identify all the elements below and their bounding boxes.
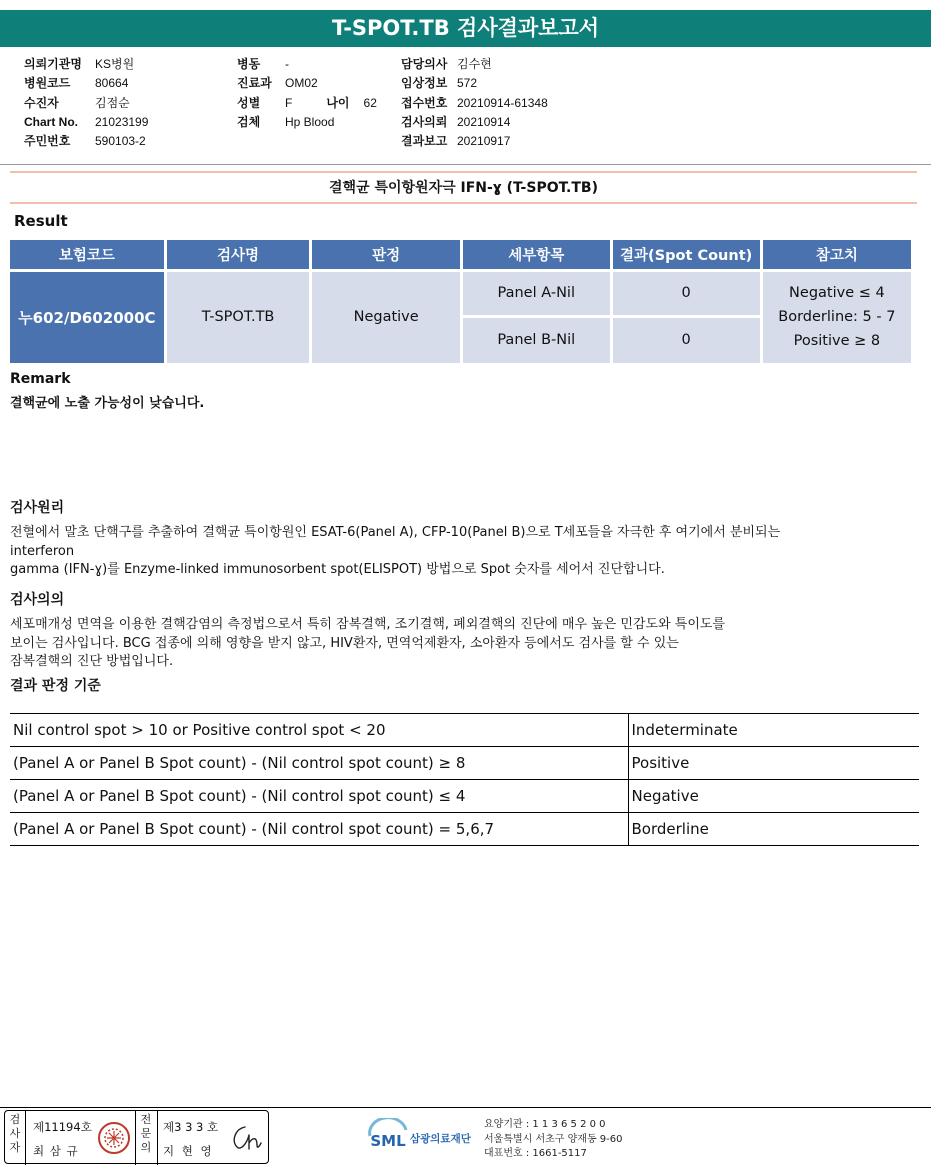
examiner-license: 제11194호 [33, 1120, 92, 1134]
test-name: T-SPOT.TB [167, 272, 310, 363]
principle-line: interferon [10, 543, 75, 559]
header-insurance-code: 보험코드 [10, 240, 164, 272]
table-row [10, 780, 919, 813]
info-label: 검체 [237, 114, 261, 129]
info-label: 결과보고 [401, 134, 448, 149]
section-divider-bottom [10, 202, 917, 204]
insurance-code: 누602/D602000C [10, 272, 164, 363]
info-value: 590103-2 [95, 134, 146, 149]
patient-info-col2 [237, 55, 377, 132]
header-detail-item: 세부항목 [463, 240, 610, 272]
principle-section [10, 497, 917, 580]
age-label: 나이 [326, 95, 350, 110]
info-label: 성별 [237, 95, 261, 110]
doctor-name: 지 현 영 [163, 1144, 214, 1158]
doctor-label [136, 1113, 156, 1155]
doctor-label-text: 전 문 의 [140, 1113, 152, 1154]
age-value: 62 [363, 95, 377, 110]
info-value: 572 [457, 76, 478, 91]
judgement: Negative [312, 272, 460, 363]
meaning-line: 세포매개성 면역을 이용한 결핵감염의 측정법으로서 특히 잠복결핵, 조기결핵, 폐외결핵의 진단에 매우 높은 민감도와 특이도를 [10, 617, 726, 632]
header-reference: 참고치 [763, 240, 911, 272]
info-value: 김수현 [457, 57, 492, 71]
info-value: 20210914 [457, 114, 511, 129]
info-label: 의뢰기관명 [24, 57, 82, 71]
header-spot-count: 결과(Spot Count) [613, 240, 760, 272]
signature-box [4, 1110, 269, 1164]
remark-section [10, 371, 917, 414]
meaning-line: 잠복결핵의 진단 방법입니다. [10, 654, 174, 669]
criteria-condition: Nil control spot > 10 or Positive control spot < 20 [10, 714, 628, 747]
info-value: 김점순 [95, 95, 130, 110]
info-value: 20210914-61348 [457, 95, 548, 110]
criteria-result: Negative [628, 780, 919, 813]
examiner-name: 최 삼 규 [33, 1144, 79, 1158]
reference-positive: Positive ≥ 8 [793, 333, 881, 350]
criteria-condition: (Panel A or Panel B Spot count) - (Nil control spot count) ≤ 4 [10, 780, 628, 813]
patient-info-col1 [24, 55, 148, 151]
result-heading: Result [14, 212, 68, 230]
table-row [10, 714, 919, 747]
section-title: 결핵균 특이항원자극 IFN-ɣ (T-SPOT.TB) [329, 180, 598, 196]
divider [157, 1111, 158, 1165]
meaning-heading: 검사의의 [10, 592, 65, 608]
result-table [7, 240, 914, 363]
contact-line: 대표번호 : 1661-5117 [484, 1148, 587, 1159]
contact-line: 요양기관 : 1 1 3 6 5 2 0 0 [484, 1119, 606, 1130]
info-label: 임상정보 [401, 76, 448, 91]
header-divider [0, 164, 931, 165]
info-value: OM02 [285, 76, 318, 91]
contact-line: 서울특별시 서초구 양재동 9-60 [484, 1133, 623, 1145]
criteria-result: Indeterminate [628, 714, 919, 747]
remark-text: 결핵균에 노출 가능성이 낮습니다. [10, 396, 205, 411]
info-value: F [285, 95, 293, 110]
examiner-label-text: 검 사 자 [9, 1113, 21, 1154]
reference-values [763, 272, 911, 363]
header-test-name: 검사명 [167, 240, 310, 272]
info-value: 80664 [95, 76, 129, 91]
section-divider-top [10, 171, 917, 173]
header-judgement: 판정 [312, 240, 460, 272]
principle-heading: 검사원리 [10, 500, 65, 516]
criteria-condition: (Panel A or Panel B Spot count) - (Nil control spot count) ≥ 8 [10, 747, 628, 780]
sml-logo-icon [366, 1118, 410, 1156]
handwritten-signature-icon [227, 1123, 263, 1153]
principle-line: 전혈에서 말초 단핵구를 추출하여 결핵균 특이항원인 ESAT-6(Panel A), CFP-10(Panel B)으로 T세포들을 자극한 후 여기에서 분비되는 [10, 525, 781, 540]
info-value: KS병원 [95, 57, 135, 71]
meaning-line: 보이는 검사입니다. BCG 접종에 의해 영향을 받지 않고, HIV환자, 면역억제환자, 소아환자 등에서도 검사를 할 수 있는 [10, 635, 679, 651]
table-row [10, 813, 919, 846]
contact-info [484, 1118, 623, 1162]
seal-stamp-icon [97, 1121, 131, 1155]
remark-heading: Remark [10, 371, 71, 387]
principle-line: gamma (IFN-ɣ)를 Enzyme-linked immunosorbent spot(ELISPOT) 방법으로 Spot 숫자를 세어서 진단합니다. [10, 562, 665, 577]
info-label: 접수번호 [401, 95, 448, 110]
info-label: 병원코드 [24, 76, 71, 91]
table-row [10, 747, 919, 780]
logo-text: SML [370, 1132, 406, 1150]
footer-divider [0, 1107, 931, 1108]
panel-b-result: 0 [613, 318, 760, 363]
info-value: - [285, 57, 289, 71]
info-value: 21023199 [95, 114, 149, 129]
meaning-section [10, 589, 917, 695]
info-label: 진료과 [237, 76, 272, 91]
reference-borderline: Borderline: 5 - 7 [778, 309, 896, 326]
panel-b-label: Panel B-Nil [463, 318, 610, 363]
panel-a-result: 0 [613, 272, 760, 318]
report-title: T-SPOT.TB 검사결과보고서 [0, 10, 931, 47]
criteria-result: Positive [628, 747, 919, 780]
divider [25, 1111, 26, 1165]
examiner-label [5, 1113, 25, 1155]
criteria-result: Borderline [628, 813, 919, 846]
info-label: Chart No. [24, 114, 78, 129]
doctor-license: 제3 3 3 호 [163, 1120, 219, 1134]
info-label: 담당의사 [401, 57, 448, 71]
panel-a-label: Panel A-Nil [463, 272, 610, 318]
info-label: 병동 [237, 57, 261, 71]
info-label: 검사의뢰 [401, 114, 448, 129]
info-label: 주민번호 [24, 134, 71, 149]
reference-negative: Negative ≤ 4 [789, 285, 885, 302]
org-name: 삼광의료재단 [410, 1133, 471, 1145]
criteria-table [10, 713, 919, 846]
patient-info-col3 [401, 55, 548, 151]
info-value: 20210917 [457, 134, 511, 149]
info-value: Hp Blood [285, 114, 335, 129]
criteria-heading: 결과 판정 기준 [10, 677, 101, 694]
info-label: 수진자 [24, 95, 59, 110]
criteria-condition: (Panel A or Panel B Spot count) - (Nil control spot count) = 5,6,7 [10, 813, 628, 846]
